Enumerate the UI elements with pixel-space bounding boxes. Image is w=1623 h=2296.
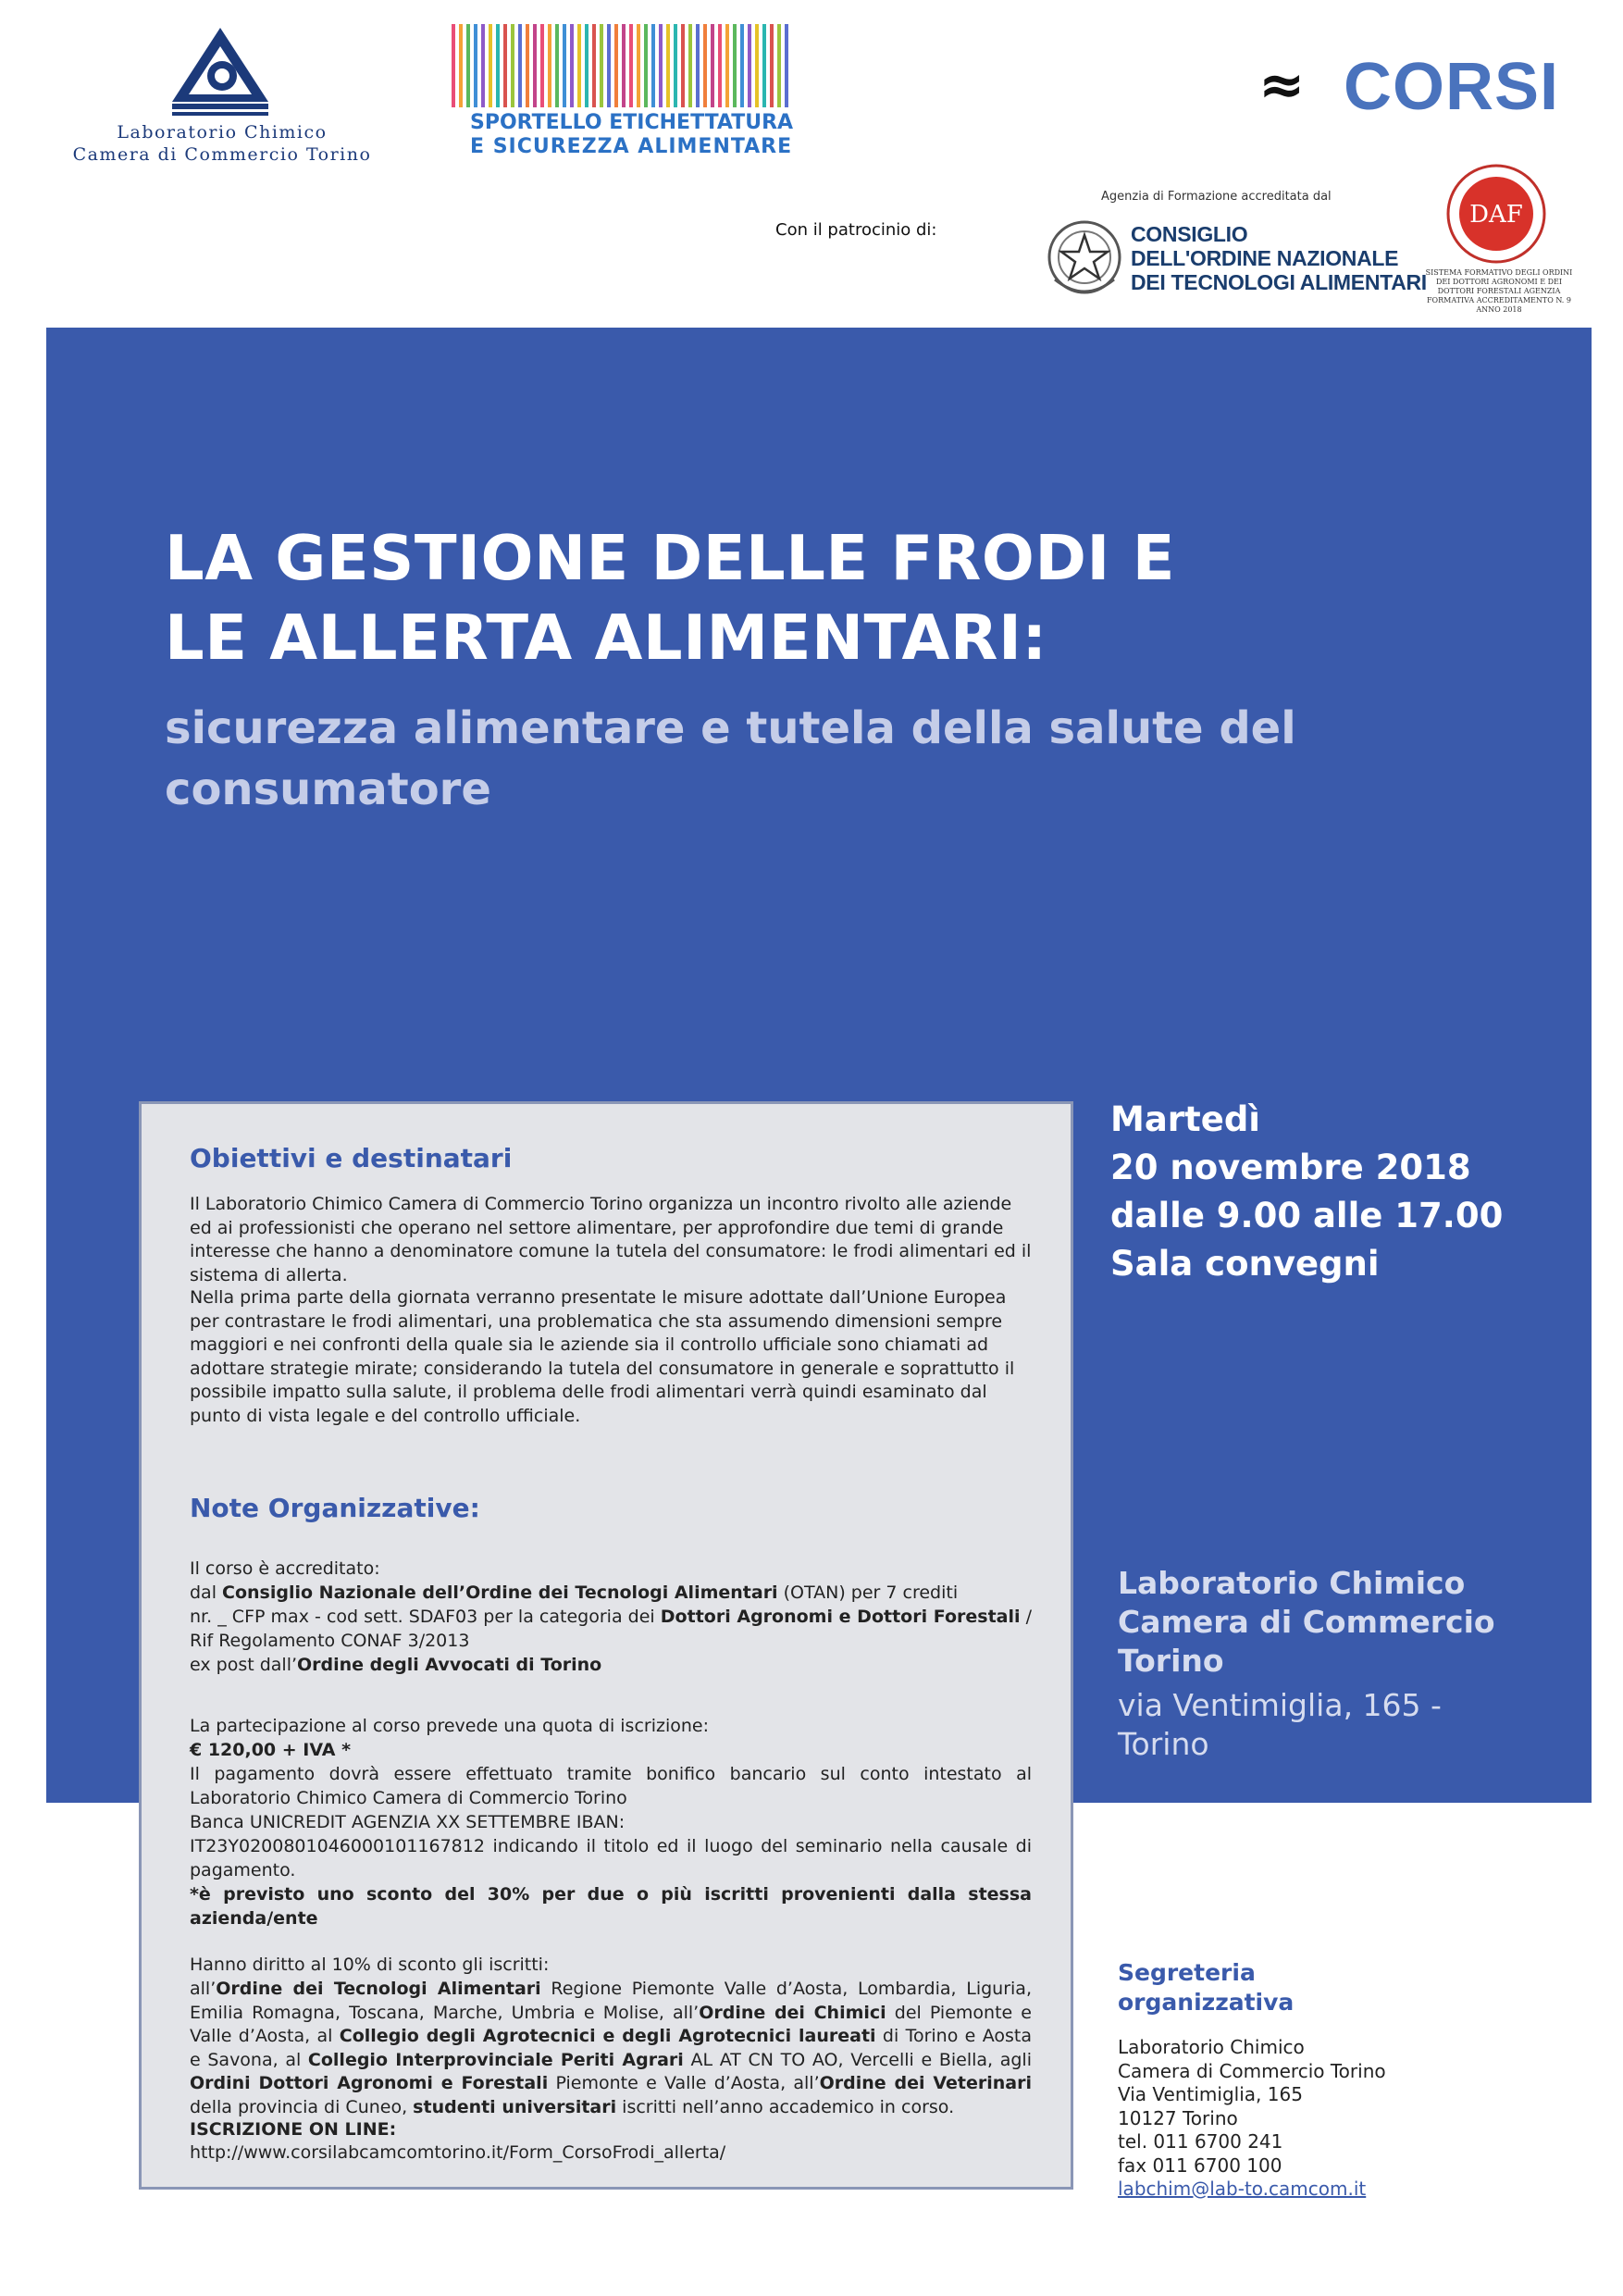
sportello-line2: E SICUREZZA ALIMENTARE [470, 135, 793, 158]
logo-bar [644, 24, 648, 107]
logo-bar [555, 24, 559, 107]
logo-bar [496, 24, 500, 107]
logo-bar [459, 24, 463, 107]
laboratorio-logo-icon [167, 26, 278, 118]
logo-bar [688, 24, 692, 107]
logo-bar [474, 24, 477, 107]
info-box [139, 1101, 1073, 2190]
logo-bar [481, 24, 485, 107]
logo-bar [725, 24, 729, 107]
accredited-intro: Il corso è accreditato: [190, 1558, 380, 1579]
logo-bar [577, 24, 581, 107]
fee-amount: € 120,00 + IVA * [190, 1740, 352, 1760]
secretariat-heading-line2: organizzativa [1118, 1989, 1295, 2016]
objectives-para1: Il Laboratorio Chimico Camera di Commercio Torino organizza un incontro rivolto alle aziende ed ai professionisti che operano nel settore alimentare, per approfondire due temi di grande interesse che hanno a denominatore comune la tutela del consumatore: le frodi alimentari ed il sistema di allerta. [190, 1194, 1032, 1285]
logo-bar [526, 24, 529, 107]
accredited-conaf: nr. _ CFP max - cod sett. SDAF03 per la categoria dei Dottori Agronomi e Dottori Forestali / Rif Regolamento CONAF 3/2013 [190, 1607, 1032, 1651]
logo-bar [770, 24, 774, 107]
logo-bar [503, 24, 507, 107]
payment-info: Il pagamento dovrà essere effettuato tramite bonifico bancario sul conto intestato al Laboratorio Chimico Camera di Commercio Torino [190, 1764, 1032, 1808]
logo-bar [629, 24, 633, 107]
event-day: Martedì [1110, 1099, 1260, 1139]
discount10-list: all’Ordine dei Tecnologi Alimentari Regione Piemonte Valle d’Aosta, Lombardia, Liguria, Emilia Romagna, Toscana, Marche, Umbria e Molise, all’Ordine dei Chimici del Piemonte e Valle d’Aosta, al Collegio degli Agrotecnici e degli Agrotecnici laureati di Torino e Aosta e Savona, al Collegio Interprovinciale Periti Agrari AL AT CN TO AO, Vercelli e Biella, agli Ordini Dottori Agronomi e Forestali Piemonte e Valle d’Aosta, all’Ordine dei Veterinari della provincia di Cuneo, studenti universitari iscritti nell’anno accademico in corso. [190, 1979, 1032, 2117]
sportello-line1: SPORTELLO ETICHETTATURA [470, 111, 794, 134]
wave-approx-icon: ≈ [1258, 53, 1306, 118]
sportello-logo [452, 24, 803, 163]
corsi-label: CORSI [1344, 50, 1560, 124]
logo-bar [614, 24, 618, 107]
event-date: 20 novembre 2018 [1110, 1148, 1471, 1187]
venue-name-line2: Camera di Commercio [1118, 1604, 1495, 1640]
online-label: ISCRIZIONE ON LINE: [190, 2119, 397, 2140]
discount10-intro: Hanno diritto al 10% di sconto gli iscritti: [190, 1955, 550, 1975]
subtitle-line1: sicurezza alimentare e tutela della salute del [165, 702, 1296, 754]
logo-bar [718, 24, 722, 107]
fee-intro: La partecipazione al corso prevede una quota di iscrizione: [190, 1716, 710, 1736]
barcode-bars-icon [452, 24, 794, 113]
secretariat-contacts [1118, 2036, 1386, 2202]
logo-bar [659, 24, 663, 107]
lab-name-line1: Laboratorio Chimico [117, 122, 328, 143]
secretariat-tel: tel. 011 6700 241 [1118, 2130, 1283, 2153]
logo-bar [740, 24, 744, 107]
venue-block [1118, 1564, 1495, 1764]
venue-address-line1: via Ventimiglia, 165 - [1118, 1687, 1442, 1723]
page-subtitle [165, 698, 1460, 820]
logo-bar [785, 24, 788, 107]
logo-bar [548, 24, 551, 107]
accredited-avvocati: ex post dall’Ordine degli Avvocati di Torino [190, 1655, 602, 1675]
title-line1: LA GESTIONE DELLE FRODI E [165, 522, 1175, 594]
logo-bar [681, 24, 685, 107]
daf-caption: SISTEMA FORMATIVO DEGLI ORDINI DEI DOTTORI AGRONOMI E DEI DOTTORI FORESTALI AGENZIA FORMATIVA ACCREDITAMENTO N. 9 ANNO 2018 [1425, 268, 1573, 314]
iban-info: IT23Y0200801046000101167812 indicando il titolo ed il luogo del seminario nella causale di pagamento. [190, 1836, 1032, 1880]
logo-bar [585, 24, 588, 107]
secretariat-line3: Via Ventimiglia, 165 [1118, 2083, 1303, 2105]
lab-name-line2: Camera di Commercio Torino [72, 144, 372, 165]
italian-republic-emblem-icon [1046, 215, 1123, 304]
secretariat-line2: Camera di Commercio Torino [1118, 2059, 1386, 2082]
conaf-line2: DELL'ORDINE NAZIONALE [1131, 246, 1399, 270]
page-title [165, 518, 1175, 677]
objectives-heading: Obiettivi e destinatari [190, 1143, 513, 1173]
logo-bar [696, 24, 700, 107]
secretariat-email-link[interactable]: labchim@lab-to.camcom.it [1118, 2178, 1367, 2200]
bank-info: Banca UNICREDIT AGENZIA XX SETTEMBRE IBAN: [190, 1812, 626, 1832]
logo-bar [570, 24, 574, 107]
logo-bar [777, 24, 781, 107]
online-registration-link[interactable]: http://www.corsilabcamcomtorino.it/Form_CorsoFrodi_allerta/ [190, 2142, 726, 2163]
logo-bar [540, 24, 544, 107]
logo-bar [762, 24, 766, 107]
logo-bar [703, 24, 707, 107]
daf-seal-logo [1445, 163, 1547, 265]
subtitle-line2: consumatore [165, 763, 491, 815]
logo-bar [748, 24, 751, 107]
secretariat-fax: fax 011 6700 100 [1118, 2153, 1282, 2177]
accredited-otan: dal Consiglio Nazionale dell’Ordine dei Tecnologi Alimentari (OTAN) per 7 crediti [190, 1582, 959, 1603]
logo-bar [518, 24, 522, 107]
logo-bar [711, 24, 714, 107]
logo-bar [674, 24, 677, 107]
logo-bar [622, 24, 626, 107]
venue-address-line2: Torino [1118, 1726, 1209, 1762]
secretariat-line4: 10127 Torino [1118, 2106, 1238, 2129]
event-date-block [1110, 1096, 1503, 1288]
conaf-line1: CONSIGLIO [1131, 222, 1248, 246]
logo-bar [733, 24, 737, 107]
daf-logo-text: DAF [1469, 201, 1523, 229]
logo-bar [755, 24, 759, 107]
discount-note: *è previsto uno sconto del 30% per due o più iscritti provenienti dalla stessa azienda/ente [190, 1884, 1032, 1929]
venue-name-line3: Torino [1118, 1643, 1224, 1679]
logo-bar [489, 24, 492, 107]
logo-bar [563, 24, 566, 107]
logo-bar [637, 24, 640, 107]
logo-bar [607, 24, 611, 107]
objectives-para2: Nella prima parte della giornata verranno presentate le misure adottate dall’Unione Europea per contrastare le frodi alimentari, una problematica che sta assumendo dimensioni sempre maggiori e nei confronti della quale sia le aziende sia il controllo ufficiale sono chiamati ad adottare strategie mirate; considerando la tutela del consumatore in generale e soprattutto il possibile impatto sulla salute, il problema delle frodi alimentari verrà quindi esaminato dal punto di vista legale e del controllo ufficiale. [190, 1287, 1015, 1426]
agenzia-label: Agenzia di Formazione accreditata dal [1101, 190, 1332, 204]
event-room: Sala convegni [1110, 1244, 1380, 1284]
laboratorio-chimico-logo [56, 26, 389, 165]
notes-heading: Note Organizzative: [190, 1493, 480, 1523]
patrocinio-label: Con il patrocinio di: [775, 220, 937, 240]
secretariat-line1: Laboratorio Chimico [1118, 2036, 1305, 2058]
logo-bar [452, 24, 455, 107]
logo-bar [511, 24, 514, 107]
logo-bar [651, 24, 655, 107]
secretariat-heading [1118, 1958, 1294, 2017]
conaf-line3: DEI TECNOLOGI ALIMENTARI [1131, 270, 1427, 294]
secretariat-heading-line1: Segreteria [1118, 1959, 1256, 1986]
event-time: dalle 9.00 alle 17.00 [1110, 1196, 1504, 1235]
logo-bar [600, 24, 603, 107]
logo-bar [466, 24, 470, 107]
logo-bar [592, 24, 596, 107]
logo-bar [666, 24, 670, 107]
title-line2: LE ALLERTA ALIMENTARI: [165, 602, 1047, 674]
logo-bar [533, 24, 537, 107]
venue-name-line1: Laboratorio Chimico [1118, 1565, 1466, 1601]
